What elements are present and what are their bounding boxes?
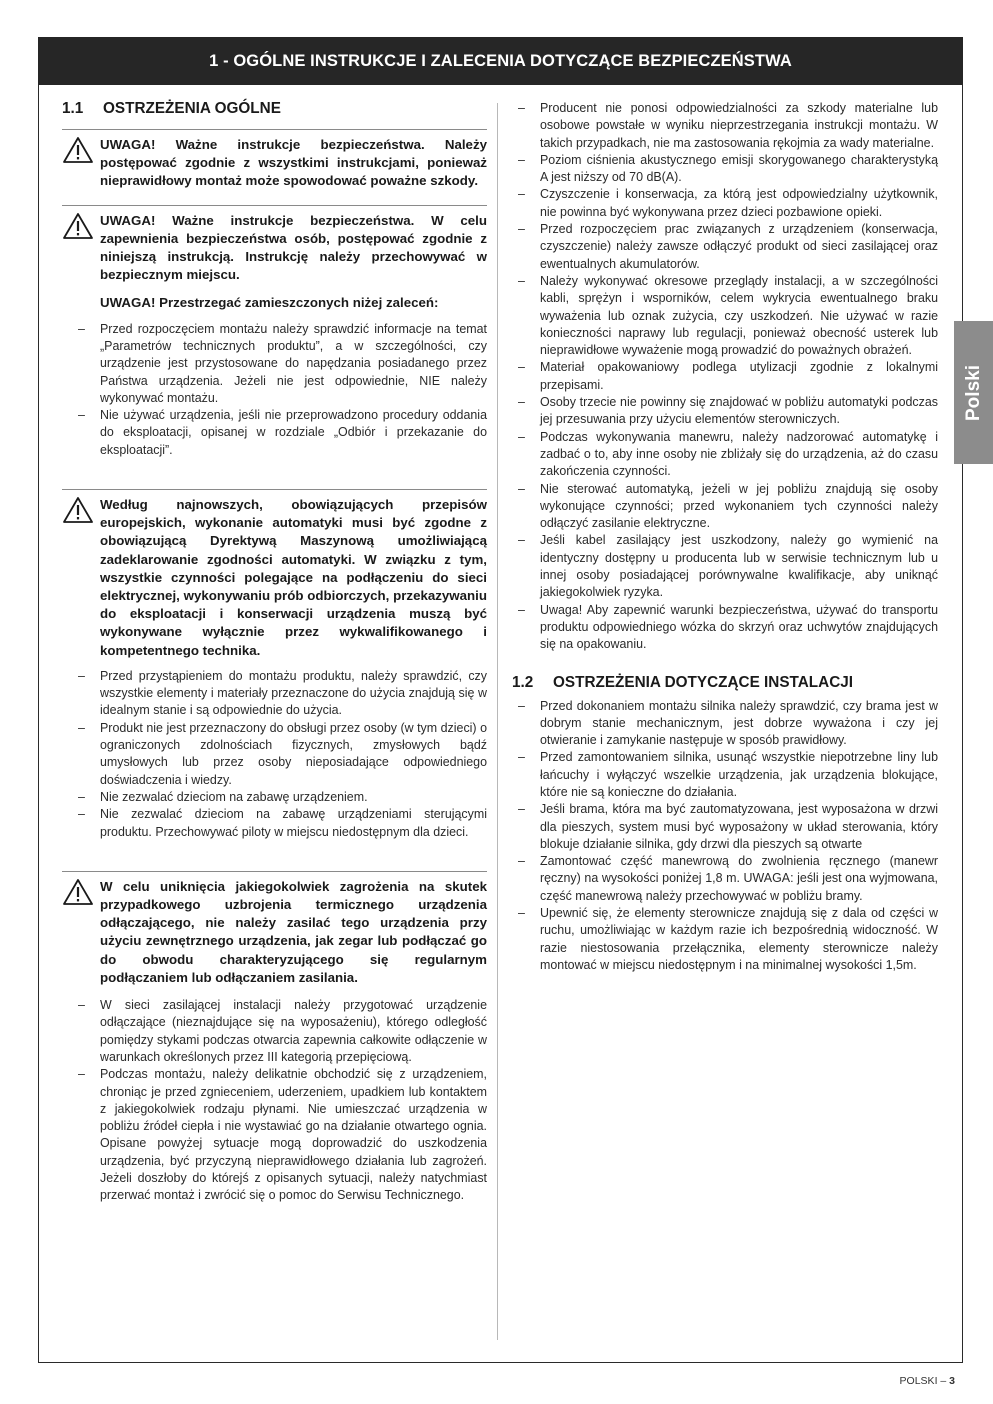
warning-block — [62, 871, 487, 1221]
warning-text: Według najnowszych, obowiązujących przepisów europejskich, wykonanie automatyki musi być zgodne z obowiązującą Dyrektywą Maszynową umożliwiającą zadeklarowanie zgodności automatyki. W związku z tym, wszystkie czynności polegające na podłączeniu do sieci elektrycznej, wykonywaniu prób odbiorczych, przekazywaniu do eksploatacji i konserwacji urządzenia muszą być wykonywane wyłącznie przez wykwalifikowanego i kompetentnego technika. — [100, 497, 487, 658]
list-item: – Jeśli kabel zasilający jest uszkodzony, należy go wymienić na identyczny dostępny u producenta lub w serwisie technicznym lub u innej osoby posiadającej porównywalne kwalifikacje, aby uniknąć jakiegokolwiek ryzyka. — [512, 532, 938, 601]
language-tab-label: Polski — [962, 364, 984, 421]
section-number: 1.2 — [512, 673, 534, 691]
bullet-list — [72, 321, 487, 459]
list-item: – Nie sterować automatyką, jeżeli w jej pobliżu znajdują się osoby wykonujące czynności; przed wykonaniem tych czynności należy odłączyć zasilanie elektryczne. — [512, 481, 938, 533]
footer-language: POLSKI – — [899, 1375, 950, 1387]
section-number: 1.1 — [62, 100, 84, 117]
chapter-title: 1 - OGÓLNE INSTRUKCJE I ZALECENIA DOTYCZĄCE BEZPIECZEŃSTWA — [209, 51, 792, 70]
list-item: – Przed przystąpieniem do montażu produktu, należy sprawdzić, czy wszystkie elementy i materiały przeznaczone do użycia znajdują się w idealnym stanie i są odpowiednie do użycia. — [72, 668, 487, 720]
warning-text: W celu uniknięcia jakiegokolwiek zagrożenia na skutek przypadkowego uzbrojenia termicznego urządzenia odłączającego, nie należy zasilać tego urządzenia przy użyciu zewnętrznego urządzenia, jak zegar lub podłączać go do obwodu charakteryzującego się regularnym podłączaniem lub odłączaniem zasilania. — [100, 878, 487, 985]
list-item: – Przed dokonaniem montażu silnika należy sprawdzić, czy brama jest w dobrym stanie mechanicznym, jest dobrze wyważona i czy jej otwieranie i zamykanie następuje w sposób prawidłowy. — [512, 698, 938, 750]
list-item: – Czyszczenie i konserwacja, za którą jest odpowiedzialny użytkownik, nie powinna być wykonywana przez dzieci pozbawione opieki. — [512, 186, 938, 221]
chapter-header — [38, 37, 963, 85]
section-heading — [512, 674, 938, 692]
section-title: OSTRZEŻENIA DOTYCZĄCE INSTALACJI — [553, 673, 853, 691]
list-item: – W sieci zasilającej instalacji należy przygotować urządzenie odłączające (nieznajdujące się na wyposażeniu), którego odległość pomiędzy stykami podczas otwarcia zapewnia całkowite odłączenie w warunkach określonych przez III kategorią przepięciową. — [72, 997, 487, 1066]
list-item: – Jeśli brama, która ma być zautomatyzowana, jest wyposażona w drzwi dla pieszych, system musi być wyposażony w układ sterowania, który blokuje działanie silnika, gdy drzwi dla pieszych są otwarte — [512, 801, 938, 853]
warning-triangle-icon — [62, 136, 98, 191]
bullet-list — [72, 668, 487, 841]
list-item: – Nie zezwalać dzieciom na zabawę urządzeniami sterującymi produktu. Przechowywać piloty w miejscu niedostępnym dla dzieci. — [72, 806, 487, 841]
list-item: – Podczas montażu, należy delikatnie obchodzić się z urządzeniem, chroniąc je przed zgnieceniem, uderzeniem, upadkiem lub kontaktem z jakiegokolwiek rodzaju płynami. Nie umieszczać urządzenia w pobliżu źródeł ciepła i nie wystawiać go na działanie otwartego ognia. Opisane powyżej sytuacje mogą doprowadzić do uszkodzenia urządzenia, być przyczyną nieprawidłowego działania lub zagrożeń. Jeżeli doszłoby do którejś z opisanych sytuacji, należy natychmiast przerwać montaż i zwrócić się o pomoc do Serwisu Technicznego. — [72, 1066, 487, 1204]
list-item: – Zamontować część manewrową do zwolnienia ręcznego (manewr ręczny) na wysokości poniżej 1,8 m. UWAGA: jeśli jest ona wyjmowana, część manewrową należy przechowywać w pobliżu bramy. — [512, 853, 938, 905]
bullet-list — [512, 100, 938, 654]
warning-block — [62, 129, 487, 191]
column-divider — [497, 103, 498, 1340]
language-tab — [954, 321, 993, 464]
left-column — [62, 100, 487, 1235]
warning-text: UWAGA! Ważne instrukcje bezpieczeństwa. Należy postępować zgodnie z wszystkimi instrukcjami, ponieważ nieprawidłowy montaż może spowodować poważne szkody. — [100, 137, 487, 189]
list-item: – Uwaga! Aby zapewnić warunki bezpieczeństwa, używać do transportu produktu odpowiedniego wózka do skrzyń oraz uchwytów znajdujących się na opakowaniu. — [512, 602, 938, 654]
page-footer — [900, 1375, 955, 1387]
bullet-list — [512, 698, 938, 975]
list-item: – Upewnić się, że elementy sterownicze znajdują się z dala od części w ruchu, umożliwiając w każdym razie ich bezpośrednią widoczność. W razie niestosowania przełącznika, elementy sterownicze należy montować w miejscu niedostępnym i na minimalnej wysokości 1,5m. — [512, 905, 938, 974]
warning-subheading: UWAGA! Przestrzegać zamieszczonych niżej zaleceń: — [100, 295, 439, 311]
warning-block — [62, 205, 487, 475]
list-item: – Produkt nie jest przeznaczony do obsługi przez osoby (w tym dzieci) o ograniczonych zdolnościach fizycznych, zmysłowych bądź umysłowych lub przez osoby nieposiadające odpowiedniego doświadczenia i wiedzy. — [72, 720, 487, 789]
bullet-list — [72, 997, 487, 1205]
warning-block — [62, 489, 487, 857]
section-title: OSTRZEŻENIA OGÓLNE — [103, 100, 281, 117]
right-column — [512, 100, 938, 974]
list-item: – Producent nie ponosi odpowiedzialności za szkody materialne lub osobowe powstałe w wyniku nieprzestrzegania instrukcji montażu. W takich przypadkach, nie ma zastosowania rękojmia za wady materialne. — [512, 100, 938, 152]
list-item: – Należy wykonywać okresowe przeglądy instalacji, a w szczególności kabli, sprężyn i wsporników, celem wykrycia ewentualnego braku wyważenia lub oznak zużycia, czy uszkodzeń. Nie używać w razie konieczności naprawy lub regulacji, ponieważ obecność usterek lub nieprawidłowe wyważenie mogą prowadzić do poważnych obrażeń. — [512, 273, 938, 359]
warning-text: UWAGA! Ważne instrukcje bezpieczeństwa. W celu zapewnienia bezpieczeństwa osób, postępować zgodnie z niniejszą instrukcją. Instrukcję należy przechowywać w bezpiecznym miejscu. — [100, 212, 487, 283]
page-number: 3 — [949, 1375, 955, 1387]
section-heading — [62, 100, 487, 118]
list-item: – Przed zamontowaniem silnika, usunąć wszystkie niepotrzebne liny lub łańcuchy i wyłączyć wszelkie urządzenia, jak urządzenia blokujące, które nie są konieczne do działania. — [512, 749, 938, 801]
list-item: – Materiał opakowaniowy podlega utylizacji zgodnie z lokalnymi przepisami. — [512, 359, 938, 394]
list-item: – Przed rozpoczęciem montażu należy sprawdzić informacje na temat „Parametrów technicznych produktu”, a w szczególności, czy urządzenie jest przystosowane do napędzania posiadanego przez Państwa urządzenia. Jeżeli nie jest odpowiednie, NIE należy wykonywać montażu. — [72, 321, 487, 407]
list-item: – Podczas wykonywania manewru, należy nadzorować automatykę i zadbać o to, aby inne osoby nie zbliżały się do urządzenia, aż do czasu zakończenia czynności. — [512, 429, 938, 481]
list-item: – Nie używać urządzenia, jeśli nie przeprowadzono procedury oddania do eksploatacji, opisanej w rozdziale „Odbiór i przekazanie do eksploatacji”. — [72, 407, 487, 459]
list-item: – Nie zezwalać dzieciom na zabawę urządzeniem. — [72, 789, 487, 806]
list-item: – Poziom ciśnienia akustycznego emisji skorygowanego charakterystyką A jest niższy od 70 dB(A). — [512, 152, 938, 187]
list-item: – Przed rozpoczęciem prac związanych z urządzeniem (konserwacja, czyszczenie) należy zawsze odłączyć produkt od sieci zasilającej oraz ewentualnych akumulatorów. — [512, 221, 938, 273]
list-item: – Osoby trzecie nie powinny się znajdować w pobliżu automatyki podczas jej przesuwania przy użyciu elementów sterowniczych. — [512, 394, 938, 429]
